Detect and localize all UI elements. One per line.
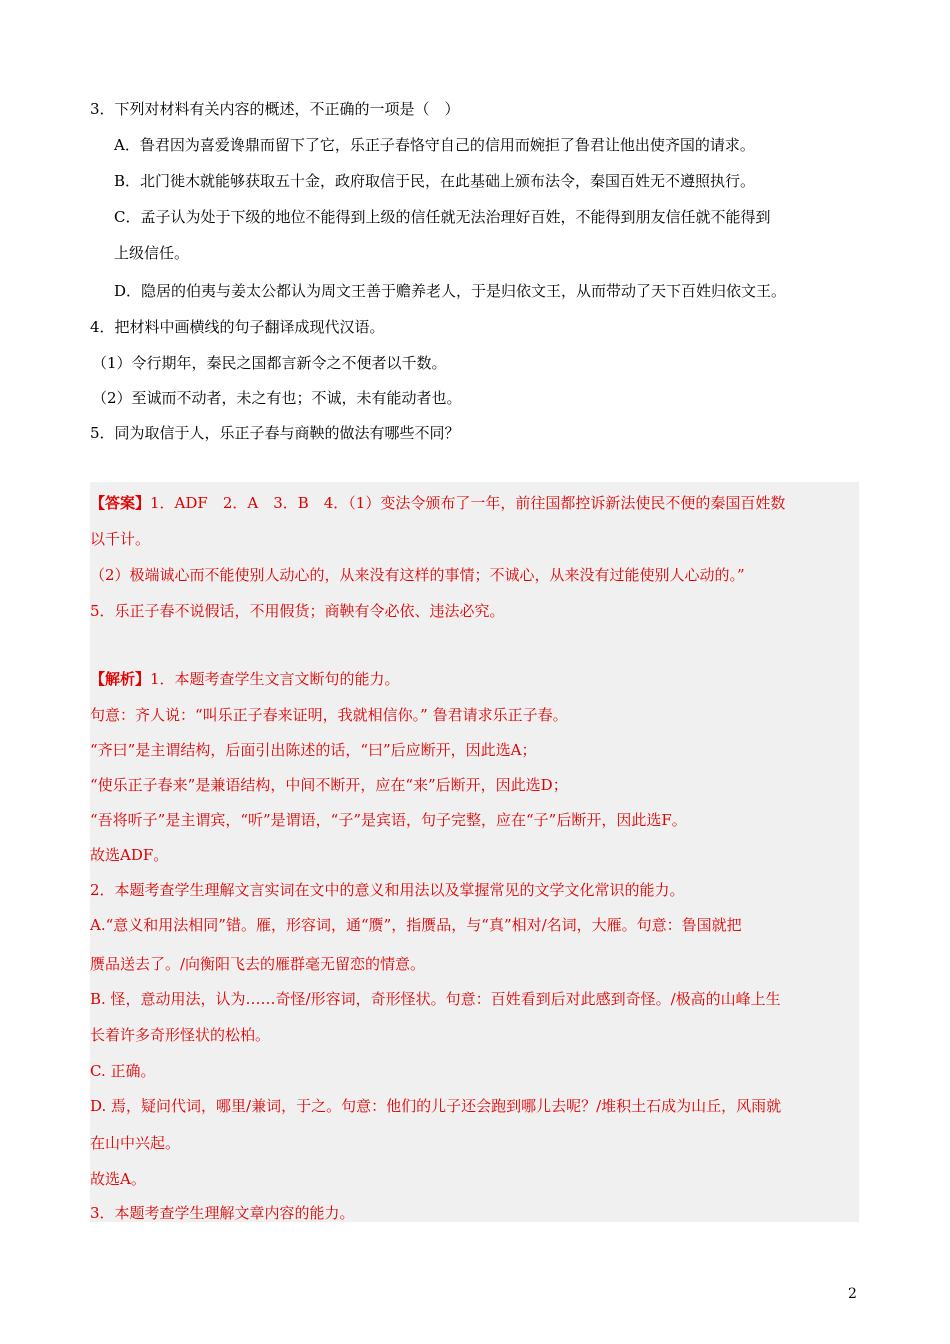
analysis-line-3: “齐曰”是主谓结构，后面引出陈述的话，“曰”后应断开，因此选A；	[90, 741, 537, 759]
analysis-line-6: 故选ADF。	[90, 846, 169, 864]
page-number: 2	[848, 1286, 857, 1302]
analysis-line-2: 句意：齐人说：“叫乐正子春来证明，我就相信你。” 鲁君请求乐正子春。	[90, 706, 568, 724]
option-c-continued: 上级信任。	[114, 244, 190, 262]
analysis-line-4: “使乐正子春来”是兼语结构，中间不断开，应在“来”后断开，因此选D；	[90, 776, 568, 794]
analysis-line-5: “吾将听子”是主谓宾，“听”是谓语，“子”是宾语，句子完整，应在“子”后断开，因此选F。	[90, 811, 687, 829]
question-5: 5．同为取信于人，乐正子春与商鞅的做法有哪些不同？	[90, 424, 460, 442]
analysis-line-16: 3．本题考查学生理解文章内容的能力。	[90, 1204, 355, 1222]
question-3: 3．下列对材料有关内容的概述，不正确的一项是（ ）	[90, 100, 460, 118]
analysis-line-14: 在山中兴起。	[90, 1134, 181, 1152]
analysis-line-1: 【解析】1．本题考查学生文言文断句的能力。	[90, 670, 400, 688]
analysis-line-13: D. 焉，疑问代词，哪里/兼词，于之。句意：他们的儿子还会跑到哪儿去呢？/堆积土石成为山丘，风雨就	[90, 1097, 782, 1115]
option-b: B．北门徙木就能够获取五十金，政府取信于民，在此基础上颁布法令，秦国百姓无不遵照执行。	[114, 172, 756, 190]
analysis-line-10: B. 怪，意动用法，认为……奇怪/形容词，奇形怪状。句意：百姓看到后对此感到奇怪。/极高的山峰上生	[90, 990, 781, 1008]
analysis-line-8: A.“意义和用法相同”错。雁，形容词，通“赝”，指赝品，与“真”相对/名词，大雁。句意：鲁国就把	[90, 916, 742, 934]
answer-line-3: （2）极端诚心而不能使别人动心的，从来没有这样的事情；不诚心，从来没有过能使别人心动的。”	[90, 566, 745, 584]
answer-line-1: 【答案】1．ADF 2．A 3．B 4．（1）变法令颁布了一年，前往国都控诉新法使民不便的秦国百姓数	[90, 494, 786, 512]
answer-line-4: 5．乐正子春不说假话，不用假货；商鞅有令必依、违法必究。	[90, 602, 505, 620]
analysis-line-7: 2．本题考查学生理解文言实词在文中的意义和用法以及掌握常见的文学文化常识的能力。	[90, 881, 685, 899]
answer-analysis-section	[90, 482, 859, 1222]
answer-line-2: 以千计。	[90, 530, 151, 548]
question-4: 4．把材料中画横线的句子翻译成现代汉语。	[90, 318, 385, 336]
option-a: A．鲁君因为喜爱谗鼎而留下了它，乐正子春恪守自己的信用而婉拒了鲁君让他出使齐国的请求。	[114, 136, 755, 154]
analysis-line-9: 赝品送去了。/向衡阳飞去的雁群毫无留恋的情意。	[90, 955, 426, 973]
question-4-part-2: （2）至诚而不动者，未之有也；不诚，未有能动者也。	[92, 389, 462, 407]
analysis-line-11: 长着许多奇形怪状的松柏。	[90, 1026, 271, 1044]
question-4-part-1: （1）令行期年，秦民之国都言新令之不便者以千数。	[92, 354, 447, 372]
option-c: C．孟子认为处于下级的地位不能得到上级的信任就无法治理好百姓，不能得到朋友信任就不能得到	[114, 208, 771, 226]
analysis-label: 【解析】	[90, 670, 151, 688]
analysis-line-12: C. 正确。	[90, 1062, 156, 1080]
analysis-line-15: 故选A。	[90, 1170, 146, 1188]
answer-label: 【答案】	[90, 494, 151, 512]
option-d: D．隐居的伯夷与姜太公都认为周文王善于赡养老人，于是归依文王，从而带动了天下百姓归依文王。	[114, 282, 787, 300]
